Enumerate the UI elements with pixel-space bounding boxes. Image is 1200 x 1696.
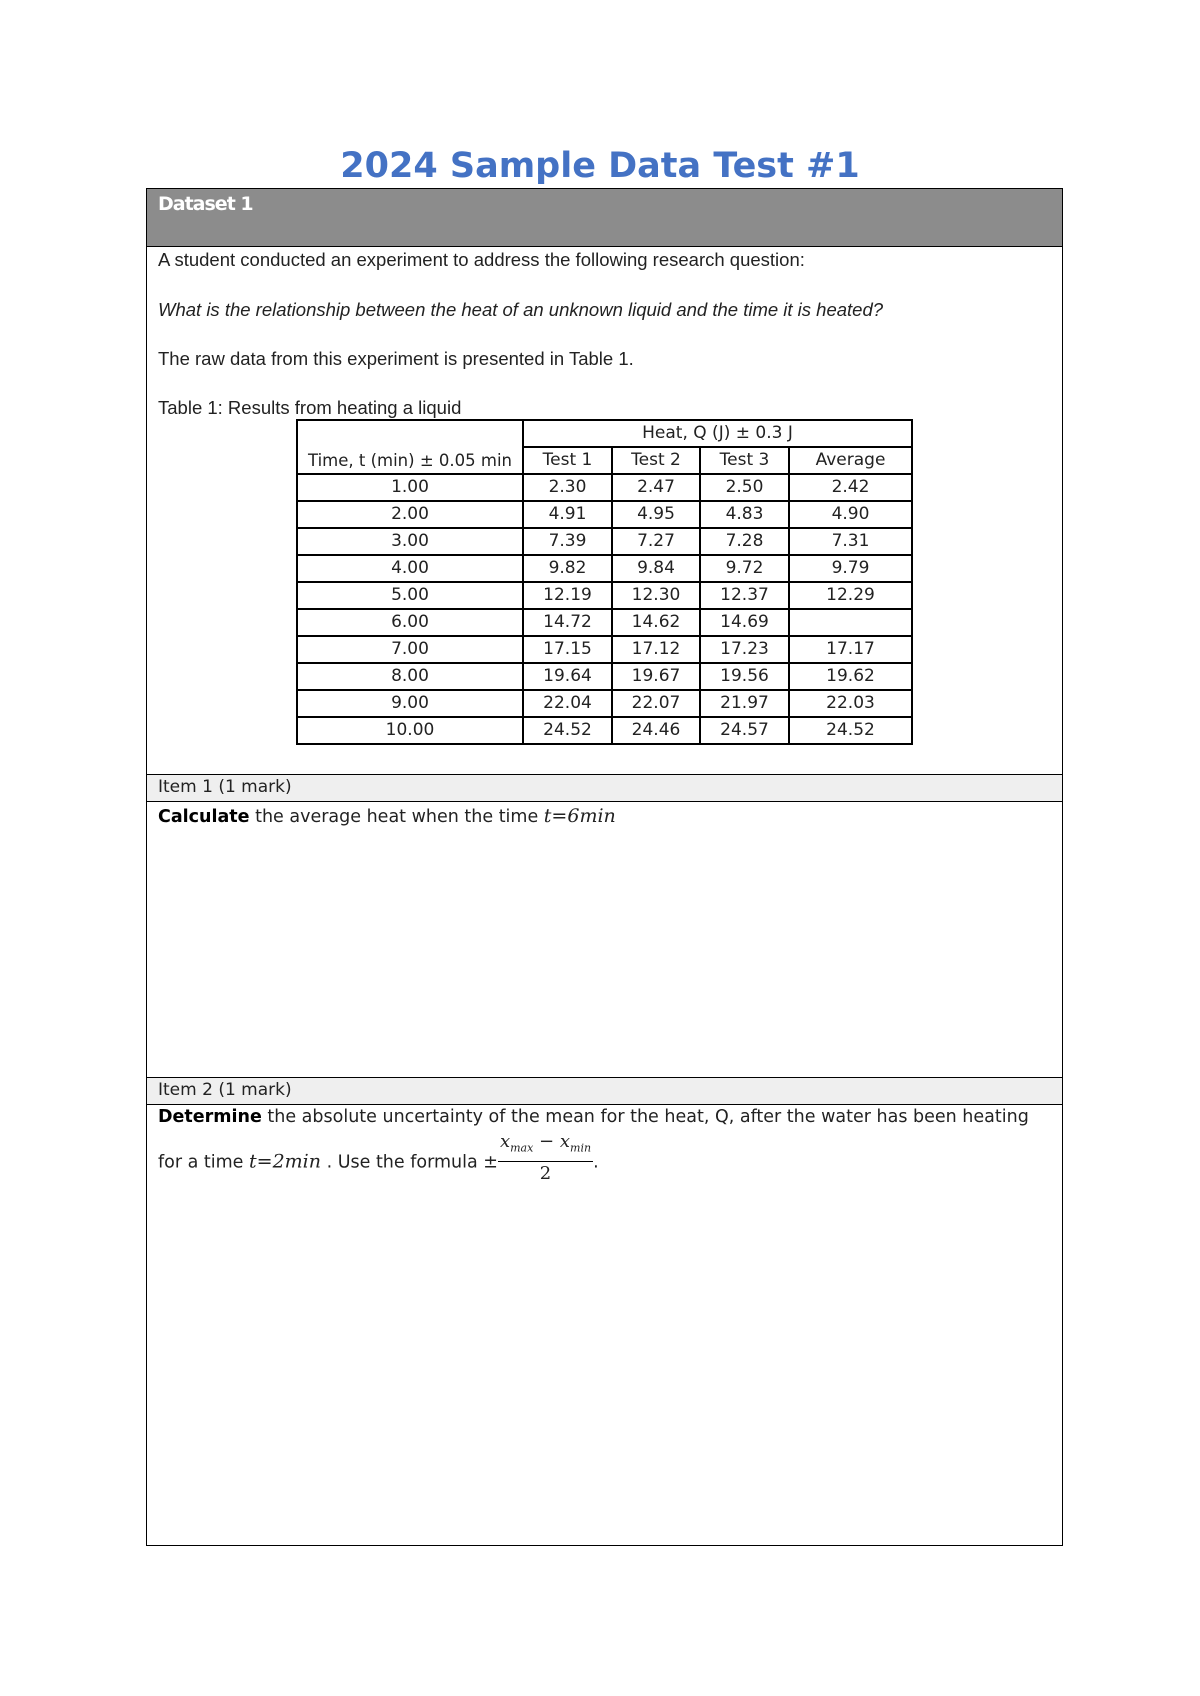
formula-sub-max: max	[510, 1141, 534, 1155]
formula-x-max: x	[499, 1131, 511, 1152]
table-cell-test-2: 12.30	[612, 582, 700, 609]
table-cell-test-3: 19.56	[700, 663, 789, 690]
item-1-math: t=6min	[543, 805, 616, 827]
table-cell-test-2: 22.07	[612, 690, 700, 717]
item-2-math: t=2min	[249, 1150, 321, 1173]
table-cell-test-2: 9.84	[612, 555, 700, 582]
table-cell-average: 2.42	[789, 474, 912, 501]
table-cell-average: 12.29	[789, 582, 912, 609]
table-cell-test-3: 14.69	[700, 609, 789, 636]
raw-data-note: The raw data from this experiment is presented in Table 1.	[158, 348, 634, 369]
table-row	[297, 609, 912, 636]
dataset-header	[147, 189, 1062, 247]
table-cell-test-2: 7.27	[612, 528, 700, 555]
table-row	[297, 636, 912, 663]
table-cell-time: 2.00	[297, 501, 523, 528]
item-2-line2-prefix: for a time	[158, 1152, 250, 1173]
column-header-test-1: Test 1	[523, 447, 612, 474]
table-row	[297, 690, 912, 717]
table-cell-time: 1.00	[297, 474, 523, 501]
intro-text: A student conducted an experiment to address the following research question:	[158, 249, 805, 270]
table-cell-average: 19.62	[789, 663, 912, 690]
formula-x-min: x	[559, 1131, 571, 1152]
table-row	[297, 663, 912, 690]
item-1-prompt	[158, 805, 616, 827]
table-column-header-row	[297, 447, 912, 474]
table-cell-time: 5.00	[297, 582, 523, 609]
table-row	[297, 528, 912, 555]
table-cell-test-1: 24.52	[523, 717, 612, 744]
table-cell-test-1: 17.15	[523, 636, 612, 663]
table-cell-test-2: 19.67	[612, 663, 700, 690]
table-cell-test-1: 4.91	[523, 501, 612, 528]
table-cell-time: 3.00	[297, 528, 523, 555]
table-header-blank	[297, 420, 523, 447]
table-cell-test-2: 2.47	[612, 474, 700, 501]
table-cell-time: 9.00	[297, 690, 523, 717]
table-cell-test-1: 14.72	[523, 609, 612, 636]
item-1-text: the average heat when the time	[249, 807, 544, 827]
item-2-text: the absolute uncertainty of the mean for the heat, Q, after the water has been heating	[261, 1107, 1029, 1127]
dataset-box	[146, 188, 1063, 1546]
table-cell-test-1: 7.39	[523, 528, 612, 555]
table-cell-test-1: 12.19	[523, 582, 612, 609]
table-cell-test-1: 9.82	[523, 555, 612, 582]
table-cell-average: 7.31	[789, 528, 912, 555]
item-2-header	[147, 1077, 1062, 1105]
item-2-prompt-line-1	[158, 1107, 1029, 1127]
column-header-test-3: Test 3	[700, 447, 789, 474]
table-cell-test-3: 9.72	[700, 555, 789, 582]
table-cell-test-3: 24.57	[700, 717, 789, 744]
table-row	[297, 555, 912, 582]
table-body	[297, 474, 912, 744]
table-group-header: Heat, Q (J) ± 0.3 J	[523, 420, 912, 447]
item-1-heading: Item 1 (1 mark)	[158, 777, 292, 797]
table-cell-test-2: 24.46	[612, 717, 700, 744]
table-cell-average: 24.52	[789, 717, 912, 744]
page-title: 2024 Sample Data Test #1	[340, 146, 860, 186]
formula-minus: −	[539, 1131, 555, 1152]
table-cell-time: 4.00	[297, 555, 523, 582]
table-row	[297, 474, 912, 501]
table-cell-test-2: 17.12	[612, 636, 700, 663]
item-2-command: Determine	[158, 1107, 262, 1127]
table-cell-test-2: 4.95	[612, 501, 700, 528]
formula-sub-min: min	[570, 1141, 592, 1155]
table-cell-test-1: 2.30	[523, 474, 612, 501]
table-cell-test-1: 22.04	[523, 690, 612, 717]
item-2-line2-suffix: . Use the formula ±	[321, 1152, 498, 1173]
table-row	[297, 582, 912, 609]
table-cell-test-3: 2.50	[700, 474, 789, 501]
table-cell-test-3: 17.23	[700, 636, 789, 663]
table-cell-average: 9.79	[789, 555, 912, 582]
table-row	[297, 501, 912, 528]
table-cell-test-3: 21.97	[700, 690, 789, 717]
column-header-time: Time, t (min) ± 0.05 min	[297, 447, 523, 474]
table-cell-average	[789, 609, 912, 636]
table-cell-time: 8.00	[297, 663, 523, 690]
formula-numerator	[498, 1131, 593, 1162]
table-cell-time: 7.00	[297, 636, 523, 663]
formula-denominator: 2	[539, 1162, 552, 1184]
table-cell-test-3: 12.37	[700, 582, 789, 609]
research-question: What is the relationship between the heat of an unknown liquid and the time it is heated?	[158, 299, 884, 320]
column-header-test-2: Test 2	[612, 447, 700, 474]
item-2-prompt-line-2	[158, 1131, 599, 1190]
column-header-average: Average	[789, 447, 912, 474]
table-cell-time: 10.00	[297, 717, 523, 744]
dataset-header-label: Dataset 1	[158, 193, 253, 215]
table-cell-average: 17.17	[789, 636, 912, 663]
table-cell-test-3: 4.83	[700, 501, 789, 528]
item-1-command: Calculate	[158, 807, 250, 827]
item-1-header	[147, 774, 1062, 802]
table-cell-average: 22.03	[789, 690, 912, 717]
table-group-header-row	[297, 420, 912, 447]
table-cell-time: 6.00	[297, 609, 523, 636]
results-table	[296, 419, 913, 745]
table-row	[297, 717, 912, 744]
table-cell-test-1: 19.64	[523, 663, 612, 690]
table-caption: Table 1: Results from heating a liquid	[158, 397, 462, 418]
uncertainty-formula	[498, 1131, 593, 1186]
table-cell-average: 4.90	[789, 501, 912, 528]
item-2-end-mark: .	[593, 1152, 599, 1173]
table-cell-test-3: 7.28	[700, 528, 789, 555]
item-2-heading: Item 2 (1 mark)	[158, 1080, 292, 1100]
table-cell-test-2: 14.62	[612, 609, 700, 636]
